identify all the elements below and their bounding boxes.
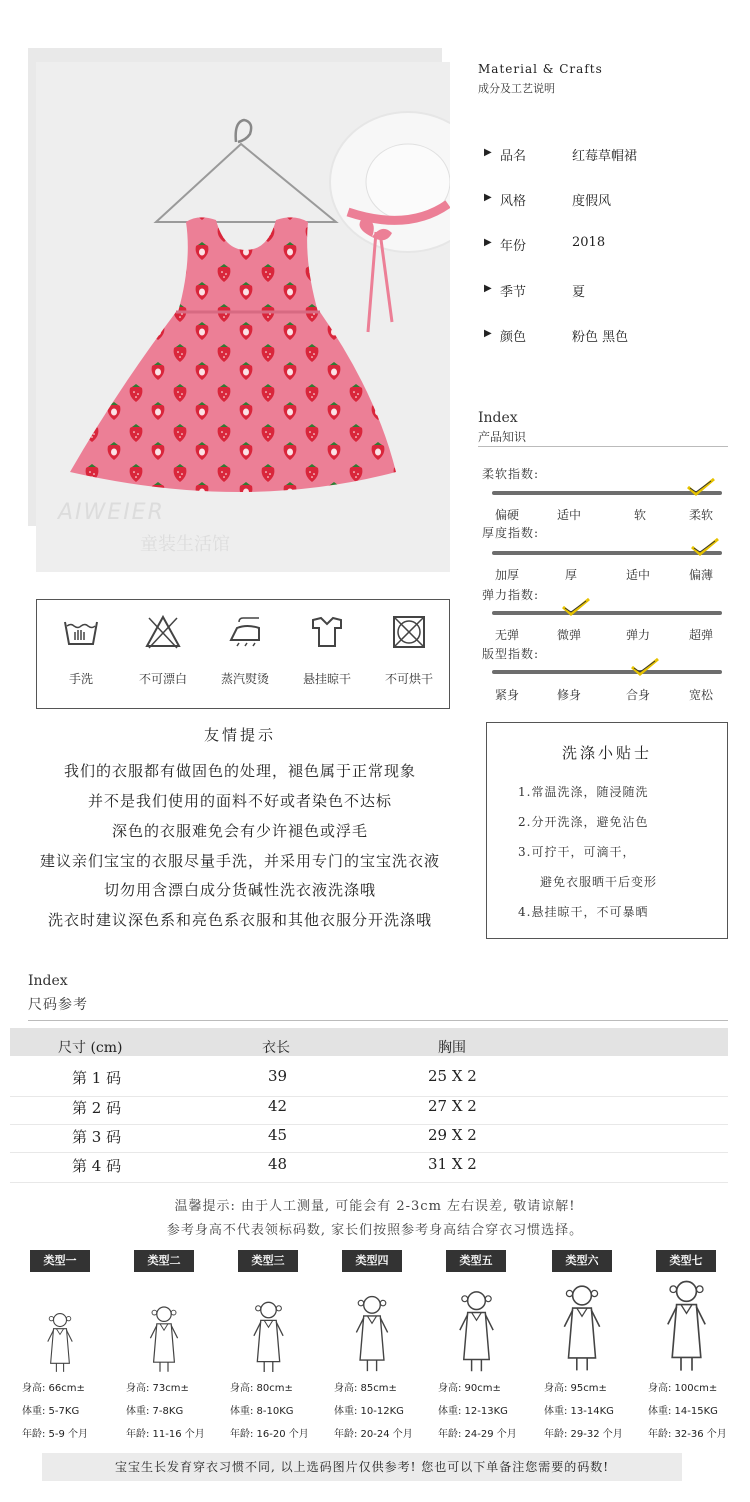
thickness-option: 厚 [565,568,578,582]
care-label: 蒸汽熨烫 [220,672,269,686]
softness-option: 适中 [557,508,582,522]
checkmark-icon [630,657,660,677]
no-tumble-dry-icon [391,614,427,650]
care-label: 手洗 [68,672,93,686]
tip-line: 深色的衣服难免会有少许褪色或浮毛 [111,822,368,840]
softness-label: 柔软指数: [482,467,540,481]
elasticity-option: 弹力 [626,628,651,642]
size-title: Index [28,973,68,989]
footer-note: 宝宝生长发育穿衣习惯不同, 以上选码图片仅供参考! 您也可以下单备注您需要的码数! [42,1453,682,1481]
triangle-right-icon: ▶ [484,328,492,339]
table-cell: 39 [268,1067,288,1085]
row-divider [10,1124,728,1125]
thickness-option: 适中 [626,568,651,582]
type-badge: 类型五 [446,1250,506,1272]
attr-value: 粉色 黑色 [572,330,629,345]
divider [28,1020,728,1021]
attr-key: 风格 [500,194,527,209]
checkmark-icon [686,477,716,497]
care-label: 不可漂白 [138,672,187,686]
height-note: 参考身高不代表领标码数, 家长们按照参考身高结合穿衣习惯选择。 [166,1223,584,1238]
table-cell: 29 X 2 [428,1126,477,1144]
table-cell: 31 X 2 [428,1155,477,1173]
table-header-size: 尺寸 (cm) [58,1040,123,1056]
hang-dry-icon [309,614,345,650]
type-height: 身高: 90cm± [438,1383,501,1394]
elasticity-option: 无弹 [495,628,520,642]
type-badge: 类型六 [552,1250,612,1272]
type-weight: 体重: 8-10KG [230,1406,294,1417]
care-item-hang-dry [287,600,367,708]
type-weight: 体重: 13-14KG [544,1406,614,1417]
type-badge: 类型二 [134,1250,194,1272]
child-figure-icon [247,1298,290,1375]
table-cell: 第 4 码 [72,1157,122,1175]
attr-key: 季节 [500,285,527,300]
type-weight: 体重: 14-15KG [648,1406,718,1417]
attr-row-season [484,281,724,301]
type-weight: 体重: 7-8KG [126,1406,184,1417]
table-cell: 27 X 2 [428,1097,477,1115]
type-badge: 类型四 [342,1250,402,1272]
material-title: Material & Crafts [478,62,603,76]
care-label: 不可烘干 [384,672,433,686]
type-weight: 体重: 5-7KG [22,1406,80,1417]
material-subtitle: 成分及工艺说明 [478,82,555,95]
checkmark-icon [690,537,720,557]
type-height: 身高: 95cm± [544,1383,607,1394]
thickness-bar [492,551,722,555]
attr-key: 年份 [500,239,527,254]
type-badge: 类型七 [656,1250,716,1272]
elasticity-option: 微弹 [557,628,582,642]
row-divider [10,1152,728,1153]
child-figure-icon [659,1276,714,1375]
watermark-shop: 童装生活馆 [140,534,230,555]
hand-wash-icon [63,614,99,650]
fit-bar [492,670,722,674]
type-age: 年龄: 29-32 个月 [544,1429,623,1440]
type-age: 年龄: 11-16 个月 [126,1429,205,1440]
type-height: 身高: 66cm± [22,1383,85,1394]
row-divider [10,1182,728,1183]
care-instructions [36,599,450,709]
type-weight: 体重: 12-13KG [438,1406,508,1417]
tip-line: 并不是我们使用的面料不好或者染色不达标 [87,792,392,810]
elasticity-bar [492,611,722,615]
attr-row-style [484,190,724,210]
care-item-no-tumble-dry [369,600,449,708]
attr-key: 品名 [500,149,527,164]
triangle-right-icon: ▶ [484,147,492,158]
thickness-option: 加厚 [495,568,520,582]
table-cell: 第 2 码 [72,1099,122,1117]
type-height: 身高: 80cm± [230,1383,293,1394]
care-label: 悬挂晾干 [302,672,351,686]
table-cell: 第 3 码 [72,1128,122,1146]
tip-line: 建议亲们宝宝的衣服尽量手洗，并采用专门的宝宝洗衣液 [39,852,440,870]
type-height: 身高: 100cm± [648,1383,718,1394]
child-figure-icon [144,1303,184,1375]
table-cell: 48 [268,1155,288,1173]
child-figure-icon [452,1287,501,1375]
measurement-note: 温馨提示: 由于人工测量, 可能会有 2-3cm 左右误差, 敬请谅解! [174,1199,576,1214]
child-figure-icon [349,1292,395,1375]
steam-iron-icon [227,614,263,650]
type-badge: 类型一 [30,1250,90,1272]
attr-row-name [484,145,724,165]
attr-row-color [484,326,724,346]
elasticity-label: 弹力指数: [482,588,540,602]
elasticity-option: 超弹 [689,628,714,642]
type-age: 年龄: 32-36 个月 [648,1429,727,1440]
care-item-steam-iron [205,600,285,708]
product-photo [36,62,450,572]
attr-value: 红莓草帽裙 [572,149,638,164]
fit-option: 紧身 [495,688,520,702]
triangle-right-icon: ▶ [484,283,492,294]
softness-option: 柔软 [689,508,714,522]
tip-line: 切勿用含漂白成分货碱性洗衣液洗涤哦 [103,881,376,899]
wash-line: 4.悬挂晾干，不可暴晒 [518,905,649,919]
type-height: 身高: 85cm± [334,1383,397,1394]
table-cell: 25 X 2 [428,1067,477,1085]
table-cell: 45 [268,1126,288,1144]
tip-line: 我们的衣服都有做固色的处理，褪色属于正常现象 [63,762,416,780]
checkmark-icon [561,597,591,617]
type-age: 年龄: 16-20 个月 [230,1429,309,1440]
care-item-no-bleach [123,600,203,708]
wash-line: 2.分开洗涤，避免沾色 [518,815,649,829]
size-subtitle: 尺码参考 [28,997,88,1013]
no-bleach-icon [145,614,181,650]
softness-option: 软 [634,508,647,522]
table-cell: 第 1 码 [72,1069,122,1087]
fit-option: 宽松 [689,688,714,702]
thickness-label: 厚度指数: [482,526,540,540]
type-badge: 类型三 [238,1250,298,1272]
type-age: 年龄: 5-9 个月 [22,1429,89,1440]
fit-label: 版型指数: [482,647,540,661]
child-figure-icon [42,1310,78,1375]
type-age: 年龄: 20-24 个月 [334,1429,413,1440]
fit-option: 修身 [557,688,582,702]
wash-line: 避免衣服晒干后变形 [540,875,658,889]
watermark-brand: AIWEIER [58,500,165,525]
table-header-length: 衣长 [262,1040,290,1056]
triangle-right-icon: ▶ [484,192,492,203]
tips-title: 友情提示 [203,726,276,744]
attr-value: 夏 [572,285,586,300]
type-weight: 体重: 10-12KG [334,1406,404,1417]
table-cell: 42 [268,1097,288,1115]
type-age: 年龄: 24-29 个月 [438,1429,517,1440]
table-header-chest: 胸围 [438,1040,466,1056]
knowledge-title: Index [478,410,518,426]
knowledge-subtitle: 产品知识 [478,430,527,444]
softness-option: 偏硬 [495,508,520,522]
wash-line: 1.常温洗涤，随浸随洗 [518,785,649,799]
wash-line: 3.可拧干，可滴干， [518,845,636,859]
attr-key: 颜色 [500,330,527,345]
triangle-right-icon: ▶ [484,237,492,248]
child-figure-icon [556,1281,608,1375]
thickness-option: 偏薄 [689,568,714,582]
attr-value: 2018 [572,235,606,250]
type-height: 身高: 73cm± [126,1383,189,1394]
care-item-hand-wash [41,600,121,708]
tip-line: 洗衣时建议深色系和亮色系衣服和其他衣服分开洗涤哦 [47,911,432,929]
attr-row-year [484,235,724,255]
attr-value: 度假风 [572,194,612,209]
wash-tips-title: 洗涤小贴士 [561,744,652,762]
strawberry-dress-image [36,62,450,572]
divider [478,446,728,447]
fit-option: 合身 [626,688,651,702]
